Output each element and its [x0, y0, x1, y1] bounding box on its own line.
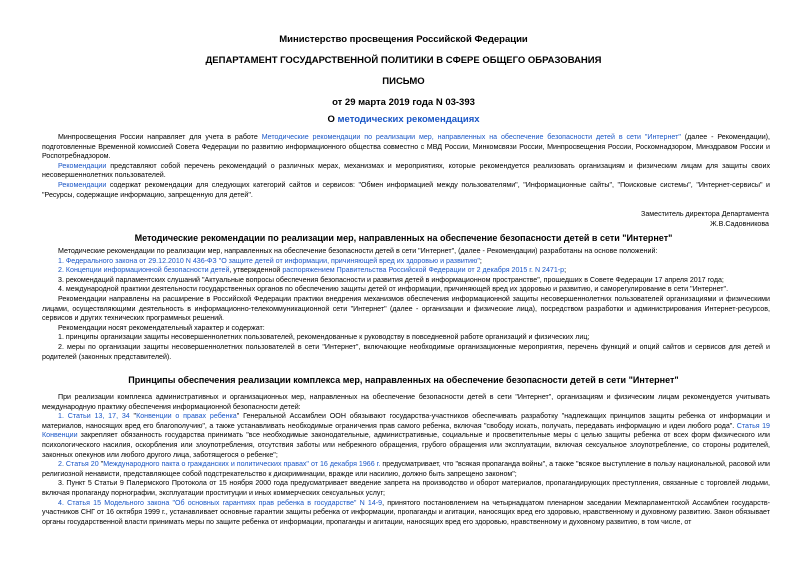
section-2-intro: При реализации комплекса административных и организационных мер, направленных на обеспечение безопасности детей в сети "Интернет", организациям и физическим лицам рекомендуется учитывать международную практику обеспечения информационной безопасности детей: [42, 393, 770, 411]
intro-paragraph-1 [42, 133, 770, 162]
signature-position: Заместитель директора Департамента [641, 210, 769, 218]
practice-item-1 [42, 412, 770, 460]
basis-item-2 [42, 266, 770, 276]
text: " [129, 412, 137, 421]
section-2-body [42, 393, 770, 527]
document-type: ПИСЬМО [382, 76, 425, 87]
text: закрепляет обязанность государства принимать "все необходимые законодательные, административные, социальные и просветительные меры с целью защиты ребенка от всех форм физического или психологического насилия, оскорбления или злоупотребления, отсутствия заботы или небрежного обращения, грубого обращения или эксплуатации, включая сексуальное злоупотребление, со стороны родителей, законных опекунов или любого другого лица, заботящегося о ребенке"; [42, 431, 770, 459]
subject-link[interactable]: методических рекомендациях [337, 114, 480, 125]
order-link[interactable]: распоряжением Правительства Российской Федерации от 2 декабря 2015 г. N 2471-р [282, 266, 565, 275]
text: , утвержденной [229, 266, 283, 275]
convention-link[interactable]: Конвенции о правах ребенка [136, 412, 237, 421]
section-1-intro: Методические рекомендации по реализации мер, направленных на обеспечение безопасности детей в сети "Интернет", (далее - Рекомендации) разработаны на основе положений: [58, 247, 658, 255]
text: предусматривает, что "всякая пропаганда войны", а также "всякое выступление в пользу национальной, расовой или религиозной ненависти, представляющее собой подстрекательство к дискриминации, вражде или насилию, должно быть запрещено законом"; [42, 460, 771, 478]
text: содержат рекомендации для следующих категорий сайтов и сервисов: "Обмен информацией между пользователями", "Информационные сайты", "Поисковые системы", "Интернет-сервисы" и "Ресурсы, содержащие информацию, запрещенную для детей". [42, 180, 770, 199]
intro-block [42, 133, 770, 200]
basis-item-4: 4. международной практики деятельности государственных органов по обеспечению защиты детей от информации, причиняющей вред их здоровью и развитию, и саморегулирование в сети "Интернет". [58, 285, 729, 294]
section-2-title: Принципы обеспечения реализации комплекса мер, направленных на обеспечение безопасности детей в сети "Интернет" [128, 375, 679, 385]
section-1-body [42, 247, 770, 362]
text: (далее - Рекомендации), подготовленные Временной комиссией Совета Федерации по развитию информационного общества совместно с МВД России, Минкомсвязи России, Минпросвещения России, Роскомнадзором, Минздравом России и Роспотребнадзором. [42, 133, 771, 161]
text: ; [479, 256, 482, 265]
text: , принятого постановлением на четырнадцатом пленарном заседании Межпарламентской Ассамблеи государств-участников СНГ от 16 октября 1999 г., устанавливает основные гарантии защиты ребенка от информации, пропаганды и агитации, наносящих вред его здоровью, нравственному и духовному развитию. Закон обязывает органы государственной власти принимать меры по защите ребенка от информации, пропаганды и агитации, наносящих вред его здоровью, нравственному и духовному развитию, в том числе, от [42, 498, 770, 526]
content-item-1: 1. принципы организации защиты несовершеннолетних пользователей, рекомендованные к руководству в повседневной работе организаций и физических лиц; [58, 333, 590, 342]
basis-item-3: 3. рекомендаций парламентских слушаний "Актуальные вопросы обеспечения безопасности и развития детей в информационном пространстве", прошедших в Совете Федерации 17 апреля 2017 года; [58, 275, 724, 284]
aim-paragraph: Рекомендации направлены на расширение в Российской Федерации практики внедрения механизмов обеспечения информационной защиты несовершеннолетних пользователей организациями и физическими лицами, осуществляющими деятельность в информационно-телекоммуникационной сети "Интернет" (далее - организации и физические лица), посредством разработки и администрирования Интернет-ресурсов, сервисов и других технических программных решений. [42, 294, 770, 323]
text: " Генеральной Ассамблеи ООН обязывают государства-участников обеспечивать разработку "надлежащих принципов защиты ребенка от информации и материалов, наносящих вред его благополучию", а также устанавливать необходимые ограничения прав самого ребенка, включая "свободу искать, получать, передавать информацию и идеи любого рода". [42, 412, 770, 430]
department-heading: ДЕПАРТАМЕНТ ГОСУДАРСТВЕННОЙ ПОЛИТИКИ В СФЕРЕ ОБЩЕГО ОБРАЗОВАНИЯ [205, 55, 602, 66]
article-20-link[interactable]: 2. Статья 20 [58, 460, 99, 469]
signature-block [641, 210, 769, 229]
signature-name: Ж.В.Садовникова [710, 219, 769, 228]
section-1-title: Методические рекомендации по реализации мер, направленных на обеспечение безопасности детей в сети "Интернет" [134, 233, 673, 243]
text: представляют собой перечень рекомендаций о различных мерах, механизмах и мероприятиях, которые рекомендуется реализовать организациям и физическим лицам для защиты своих несовершеннолетних пользователей. [42, 161, 770, 180]
recommendations-link[interactable]: Рекомендации [58, 180, 107, 189]
text: " [98, 460, 104, 469]
model-law-link[interactable]: 4. Статья 15 Модельного закона "Об основных гарантиях прав ребенка в государстве" N 14-9 [58, 498, 383, 507]
nature-paragraph: Рекомендации носят рекомендательный характер и содержат: [58, 323, 265, 332]
practice-item-4 [42, 499, 770, 528]
text: Минпросвещения России направляет для учета в работе [58, 133, 262, 141]
concept-link[interactable]: 2. Концепции информационной безопасности детей [58, 266, 230, 275]
federal-law-link[interactable]: 1. Федерального закона от 29.12.2010 N 436-ФЗ "О защите детей от информации, причиняющей вред их здоровью и развитию" [58, 256, 480, 265]
recommendations-link[interactable]: Рекомендации [58, 161, 107, 170]
article-19-link[interactable]: Статья 19 Конвенции [42, 421, 770, 440]
covenant-link[interactable]: Международного пакта о гражданских и политических правах" от 16 декабря 1966 г. [103, 460, 381, 469]
recommendations-link[interactable]: Методические рекомендации по реализации мер, направленных на обеспечение безопасности детей в сети "Интернет" [261, 133, 681, 141]
content-item-2: 2. меры по организации защиты несовершеннолетних пользователей в сети "Интернет", включающие необходимые организационные мероприятия, перечень функций и опций сайтов и сервисов для детей и родителей (законных представителей). [42, 342, 770, 361]
subject-prefix: О [327, 114, 338, 125]
intro-paragraph-2 [42, 162, 770, 181]
text: ; [564, 266, 567, 275]
ministry-heading: Министерство просвещения Российской Федерации [279, 34, 528, 45]
basis-item-1 [42, 257, 770, 267]
articles-link[interactable]: 1. Статьи 13, 17, 34 [58, 412, 130, 421]
document-subject [0, 114, 807, 125]
practice-item-3: 3. Пункт 5 Статьи 9 Палермского Протокола от 15 ноября 2000 года предусматривает введение запрета на производство и оборот материалов, пропагандирующих преступления, связанные с торговлей людьми, включая пропаганду порнографии, эксплуатации проституции и иных коммерческих сексуальных услуг; [42, 479, 770, 497]
document-date: от 29 марта 2019 года N 03-393 [332, 97, 475, 108]
practice-item-2 [42, 460, 770, 479]
intro-paragraph-3 [42, 181, 770, 200]
